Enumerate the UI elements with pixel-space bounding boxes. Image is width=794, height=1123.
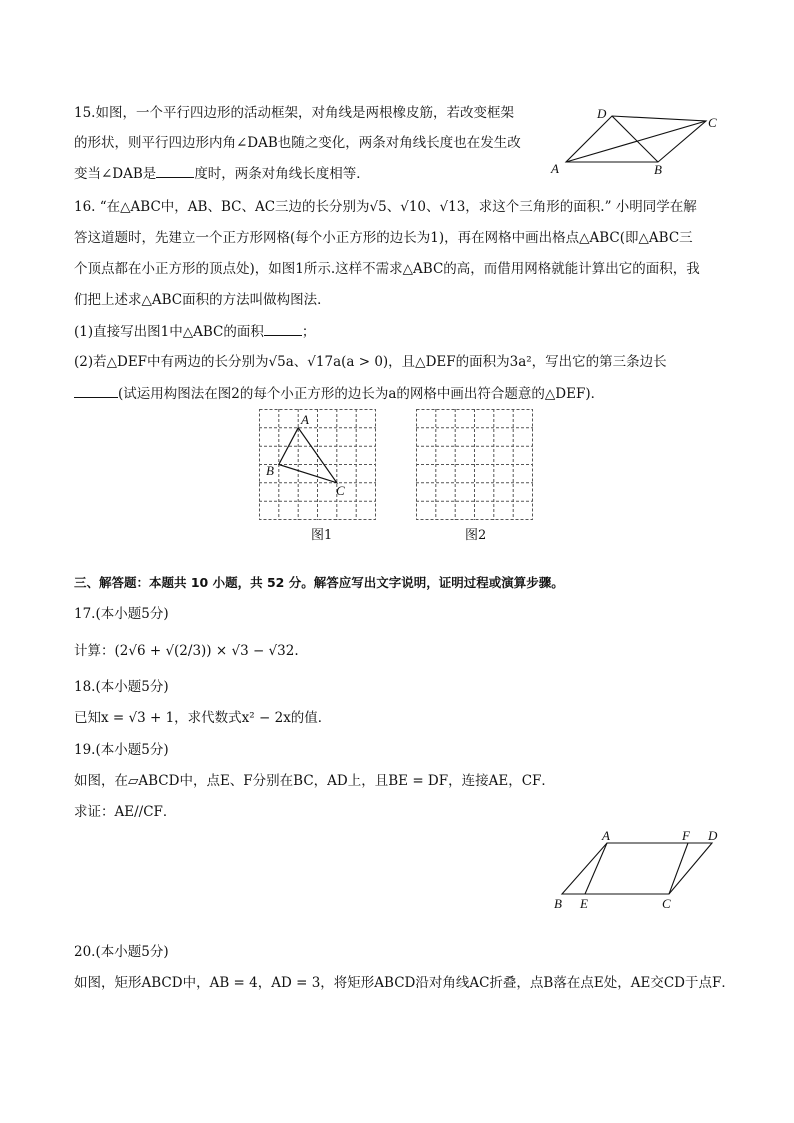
q16-part2: (2)若△DEF中有两边的长分别为√5a、√17a(a > 0)，且△DEF的面积为3a²，写出它的第三条边长 xyxy=(74,354,667,370)
q15-line3 xyxy=(74,163,370,184)
q16-fig1-label-a: A xyxy=(301,412,309,427)
q19-label-c: C xyxy=(662,896,671,911)
q15-answer-blank[interactable] xyxy=(156,163,194,178)
q15-line2: 的形状，则平行四边形内角∠DAB也随之变化，两条对角线长度也在发生改 xyxy=(74,135,521,151)
q16-part2-cont-text: (试运用构图法在图2的每个小正方形的边长为a的网格中画出符合题意的△DEF)． xyxy=(118,386,605,402)
q15-label-d: D xyxy=(597,106,607,121)
q19-body: 如图，在▱ABCD中，点E、F分别在BC，AD上，且BE = DF，连接AE，CF． xyxy=(74,773,555,789)
q16-part2-blank[interactable] xyxy=(74,383,118,398)
q19-label-a: A xyxy=(602,828,610,843)
q19-head: 19.(本小题5分) xyxy=(74,742,169,758)
q16-fig2-caption: 图2 xyxy=(465,528,487,543)
q20-body: 如图，矩形ABCD中，AB = 4，AD = 3，将矩形ABCD沿对角线AC折叠，点B落在点E处，AE交CD于点F． xyxy=(74,975,735,991)
section3-heading: 三、解答题：本题共 10 小题，共 52 分。解答应写出文字说明，证明过程或演算步骤。 xyxy=(74,575,564,590)
q16-part1-post: ； xyxy=(301,324,316,340)
q19-label-e: E xyxy=(580,896,588,911)
q16-figure1-grid xyxy=(259,409,377,521)
q16-fig1-label-b: B xyxy=(266,463,274,478)
q15-parallelogram-figure xyxy=(548,104,728,177)
q16-line1: 16. “在△ABC中，AB、BC、AC三边的长分别为√5、√10、√13，求这个三角形的面积.” 小明同学在解 xyxy=(74,199,697,215)
q16-line4: 们把上述求△ABC面积的方法叫做构图法． xyxy=(74,292,331,308)
q18-body: 已知x = √3 + 1，求代数式x² − 2x的值． xyxy=(74,710,332,726)
q19-label-d: D xyxy=(708,828,718,843)
q17-head: 17.(本小题5分) xyxy=(74,606,169,622)
q16-fig1-label-c: C xyxy=(336,483,345,498)
q16-part1-pre: (1)直接写出图1中△ABC的面积 xyxy=(74,324,264,340)
q17-body: 计算：(2√6 + √(2/3)) × √3 − √32. xyxy=(74,643,299,659)
q16-part2-cont xyxy=(74,383,604,404)
q15-line3-post: 度时，两条对角线长度相等． xyxy=(194,166,370,182)
q18-head: 18.(本小题5分) xyxy=(74,679,169,695)
q16-figure2-grid xyxy=(416,409,534,521)
q19-label-b: B xyxy=(554,896,562,911)
q15-label-b: B xyxy=(654,162,662,177)
q15-line1: 15.如图，一个平行四边形的活动框架，对角线是两根橡皮筋，若改变框架 xyxy=(74,105,514,121)
q15-label-a: A xyxy=(551,161,559,176)
q19-parallelogram-figure xyxy=(551,827,726,913)
q16-line3: 个顶点都在小正方形的顶点处)，如图1所示.这样不需求△ABC的高，而借用网格就能计算出它的面积，我 xyxy=(74,261,700,277)
q16-fig1-caption: 图1 xyxy=(311,528,333,543)
q16-part1 xyxy=(74,321,315,342)
q15-label-c: C xyxy=(708,115,717,130)
q16-line2: 答这道题时，先建立一个正方形网格(每个小正方形的边长为1)，再在网格中画出格点△ABC(即△ABC三 xyxy=(74,230,693,246)
q19-label-f: F xyxy=(682,828,690,843)
q19-prove: 求证：AE//CF． xyxy=(74,804,177,820)
q15-line3-pre: 变当∠DAB是 xyxy=(74,166,157,182)
q16-part1-blank[interactable] xyxy=(264,321,302,336)
q20-head: 20.(本小题5分) xyxy=(74,944,169,960)
